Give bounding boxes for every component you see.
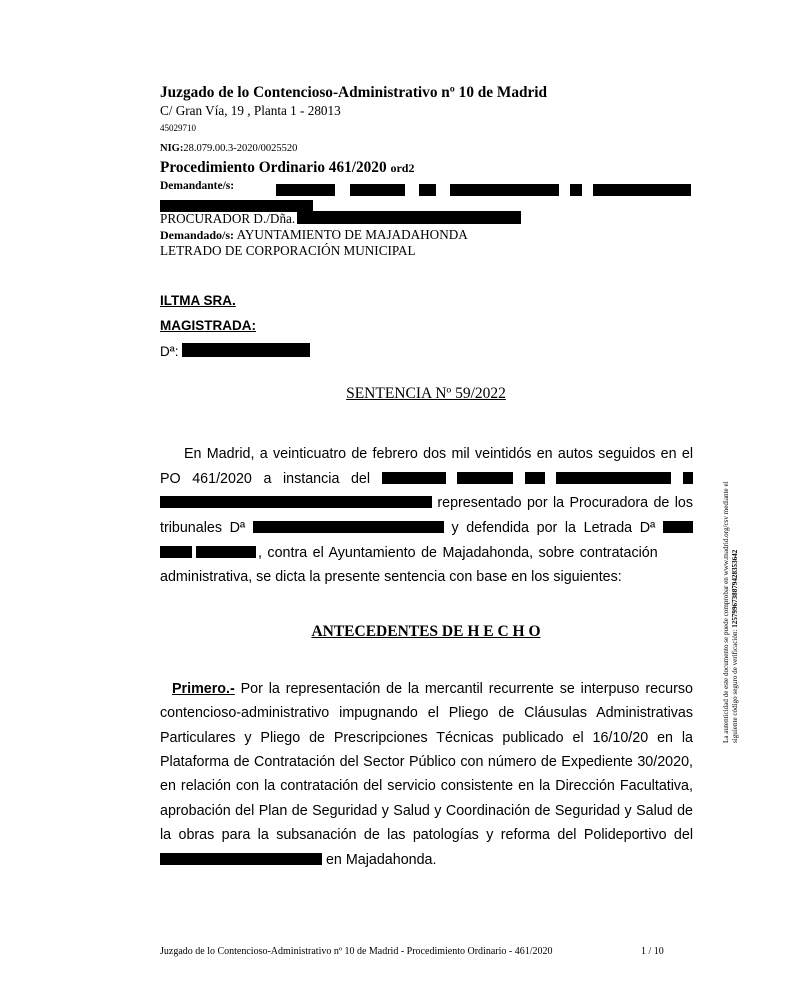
redaction <box>663 521 693 533</box>
intro-line-6: administrativa, se dicta la presente sentencia con base en los siguientes: <box>160 569 622 585</box>
verification-text: La autenticidad de este documento se puede comprobar en www.madrid.org/csv mediante el siguiente código seguro de verificación: <box>722 481 739 743</box>
judge-name-line <box>160 343 310 359</box>
redaction <box>683 472 693 484</box>
nig-line <box>160 143 297 154</box>
first-line-4: Plataforma de Contratación del Sector Público con número de Expediente 30/2020, <box>160 754 693 770</box>
first-line-8: en Majadahonda. <box>160 851 693 869</box>
verification-code: 1257996738879428353642 <box>731 549 739 628</box>
redaction <box>160 546 192 558</box>
redaction <box>297 211 521 224</box>
redaction <box>182 343 310 357</box>
redaction <box>382 472 446 484</box>
redaction <box>457 472 513 484</box>
first-line-2: contencioso-administrativo impugnando el Pliego de Cláusulas Administrativas <box>160 705 693 721</box>
first-line-5: en relación con la contratación del servicio consistente en la Dirección Facultativa, <box>160 778 693 794</box>
attorney-line <box>160 211 521 227</box>
first-line-3: Particulares y Pliego de Prescripciones Técnicas publicado el 16/10/20 en la <box>160 730 693 746</box>
intro-line-1: En Madrid, a veinticuatro de febrero dos mil veintidós en autos seguidos en el <box>184 446 693 462</box>
first-line-6: aprobación del Plan de Seguridad y Salud y Coordinación de Seguridad y Salud de <box>160 803 693 819</box>
redaction <box>593 182 691 200</box>
court-code: 45029710 <box>160 123 196 133</box>
footer-text: Juzgado de lo Contencioso-Administrativo nº 10 de Madrid - Procedimiento Ordinario - 461/2020 <box>160 946 553 957</box>
first-line-7: la obras para la subsanación de las patologías y reforma del Polideportivo del <box>160 827 693 843</box>
intro-line-4: tribunales Dª y defendida por la Letrada Dª <box>160 519 693 537</box>
redaction <box>450 182 559 200</box>
procedure-suffix: ord2 <box>390 161 415 175</box>
court-name: Juzgado de lo Contencioso-Administrativo nº 10 de Madrid <box>160 84 548 101</box>
defendant-value: AYUNTAMIENTO DE MAJADAHONDA <box>236 227 468 242</box>
section-title: ANTECEDENTES DE H E C H O <box>311 623 541 640</box>
first-label: Primero.- <box>172 681 235 697</box>
nig-value: 28.079.00.3-2020/0025520 <box>183 143 298 154</box>
court-address: C/ Gran Vía, 19 , Planta 1 - 28013 <box>160 103 341 118</box>
page-number: 1 / 10 <box>641 946 664 957</box>
judge-prefix: Dª: <box>160 344 179 359</box>
nig-label: NIG: <box>160 143 184 154</box>
redaction <box>196 546 256 558</box>
redaction <box>570 182 582 200</box>
redaction <box>350 182 405 200</box>
judge-role: MAGISTRADA: <box>160 318 256 333</box>
redaction <box>419 182 436 200</box>
intro-line-3: representado por la Procuradora de los <box>160 494 693 512</box>
redaction <box>160 496 432 508</box>
verification-note <box>720 463 760 743</box>
first-line-1: Primero.- Por la representación de la mercantil recurrente se interpuso recurso <box>172 681 693 697</box>
redaction <box>253 521 444 533</box>
redaction <box>556 472 671 484</box>
defendant-label: Demandado/s: <box>160 228 235 242</box>
defendant-line <box>160 227 468 243</box>
procedure-line <box>160 159 414 177</box>
intro-line-2: PO 461/2020 a instancia del <box>160 470 693 488</box>
plaintiff-label: Demandante/s: <box>160 180 235 192</box>
sentence-title: SENTENCIA Nº 59/2022 <box>346 385 506 402</box>
attorney-label: PROCURADOR D./Dña. <box>160 211 296 226</box>
redaction <box>525 472 545 484</box>
lawyer-line: LETRADO DE CORPORACIÓN MUNICIPAL <box>160 243 416 258</box>
redaction <box>160 853 322 865</box>
procedure-title: Procedimiento Ordinario 461/2020 <box>160 159 387 176</box>
intro-line-5: , contra el Ayuntamiento de Majadahonda, sobre contratación <box>160 544 693 562</box>
judge-title: ILTMA SRA. <box>160 293 236 308</box>
